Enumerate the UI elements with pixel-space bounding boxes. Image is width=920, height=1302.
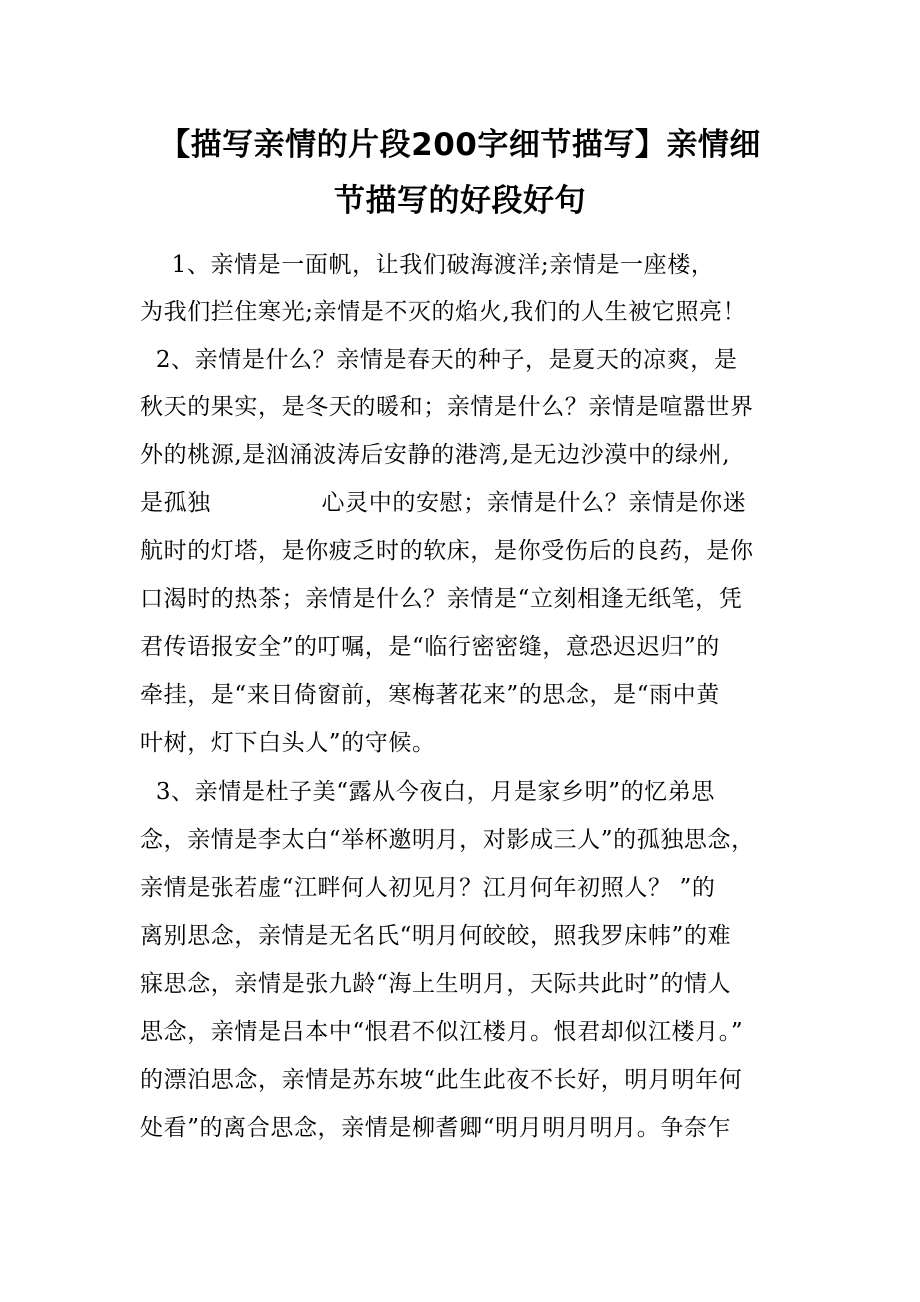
- body-line: 离别思念，亲情是无名氏“明月何皎皎，照我罗床帏”的难: [140, 923, 732, 949]
- body-line: 秋天的果实，是冬天的暖和；亲情是什么？亲情是喧嚣世界: [140, 394, 754, 420]
- body-line: 寐思念，亲情是张九龄“海上生明月，天际共此时”的情人: [140, 971, 732, 997]
- body-line: 航时的灯塔，是你疲乏时的软床，是你受伤后的良药，是你: [140, 538, 754, 564]
- body-line: 1、亲情是一面帆，让我们破海渡洋;亲情是一座楼，: [140, 252, 715, 278]
- document-title-line-1: 【描写亲情的片段200字细节描写】亲情细: [159, 127, 761, 163]
- body-line: 念，亲情是李太白“举杯邀明月，对影成三人”的孤独思念，: [140, 827, 755, 853]
- body-line: 思念，亲情是吕本中“恨君不似江楼月。恨君却似江楼月。”: [140, 1019, 744, 1045]
- document-title-line-2: 节描写的好段好句: [334, 183, 586, 219]
- body-line: 亲情是张若虚“江畔何人初见月？江月何年初照人？ ”的: [140, 875, 716, 901]
- body-line: 牵挂，是“来日倚窗前，寒梅著花来”的思念，是“雨中黄: [140, 682, 720, 708]
- body-line: 外的桃源,是汹涌波涛后安静的港湾,是无边沙漠中的绿州,: [140, 442, 731, 468]
- body-line: 2、亲情是什么？亲情是春天的种子，是夏天的凉爽，是: [140, 347, 738, 373]
- body-line: 处看”的离合思念，亲情是柳耆卿“明月明月明月。争奈乍: [140, 1115, 732, 1141]
- body-line: 君传语报安全”的叮嘱，是“临行密密缝，意恐迟迟归”的: [140, 634, 720, 660]
- body-line: 3、亲情是杜子美“露从今夜白，月是家乡明”的忆弟思: [140, 779, 715, 805]
- body-line: 是孤独 心灵中的安慰；亲情是什么？亲情是你迷: [140, 490, 747, 516]
- body-line: 口渴时的热茶；亲情是什么？亲情是“立刻相逢无纸笔，凭: [140, 586, 743, 612]
- body-line: 的漂泊思念，亲情是苏东坡“此生此夜不长好，明月明年何: [140, 1067, 743, 1093]
- body-line: 叶树，灯下白头人”的守候。: [140, 730, 436, 756]
- body-line: 为我们拦住寒光;亲情是不灭的焰火,我们的人生被它照亮！: [140, 299, 747, 325]
